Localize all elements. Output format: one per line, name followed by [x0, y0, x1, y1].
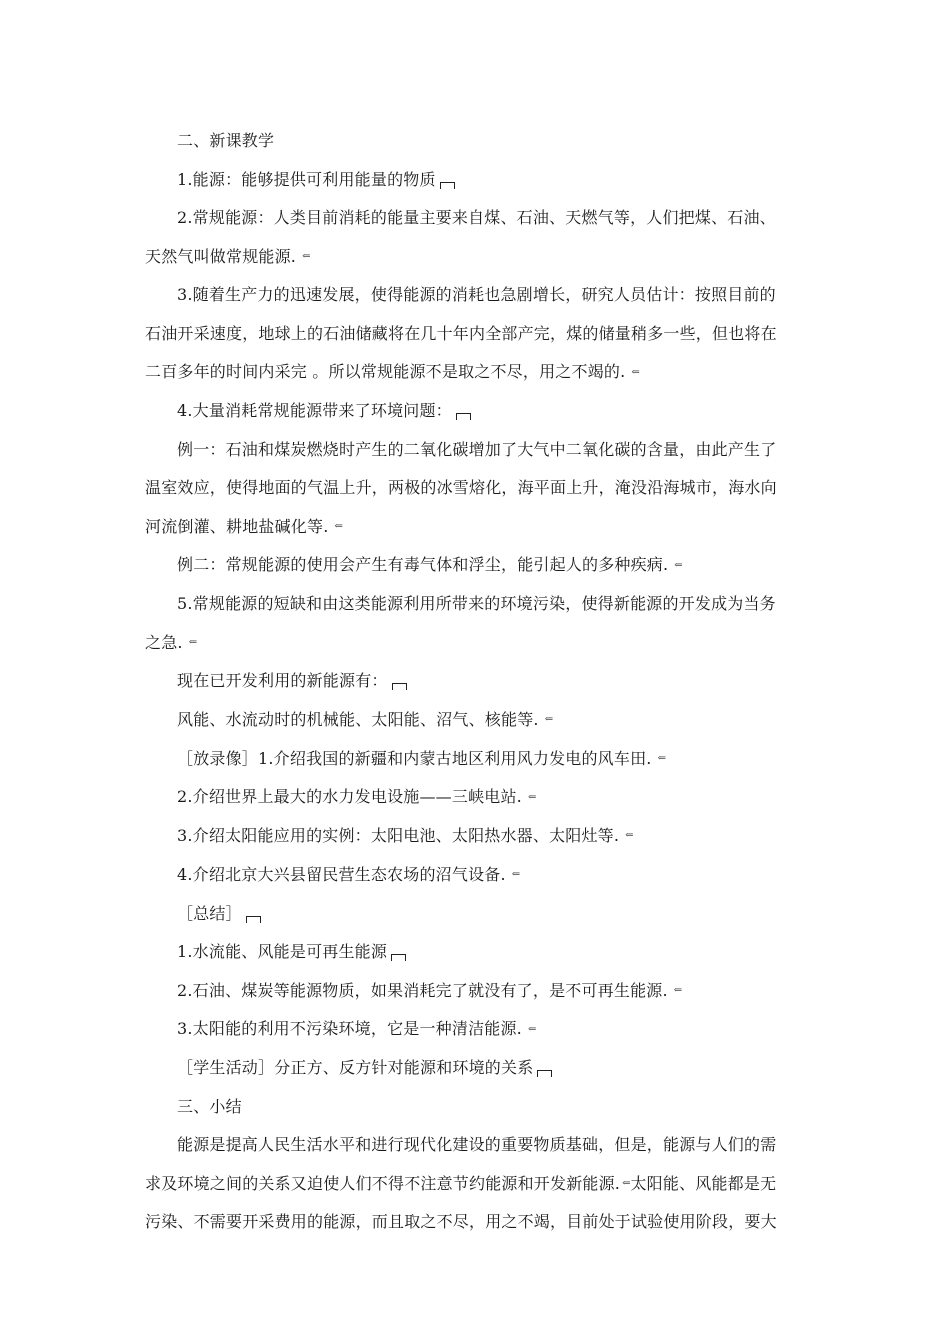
paragraph-text: 现在已开发利用的新能源有：: [177, 671, 388, 691]
line-break-icon: ⇐: [631, 366, 640, 378]
paragraph-text: 3.太阳能的利用不污染环境，它是一种清洁能源.: [177, 1019, 522, 1039]
paragraph-text: 天然气叫做常规能源.: [145, 246, 297, 266]
line-break-icon: ⇐: [544, 714, 554, 725]
paragraph-mark-icon: [440, 182, 455, 189]
example-1: [145, 431, 813, 470]
paragraph-3-end: [145, 353, 813, 392]
example-2: [145, 546, 813, 585]
paragraph-mark-icon: [392, 683, 407, 690]
heading-text: 三、小结: [177, 1096, 242, 1116]
paragraph-text: 温室效应，使得地面的气温上升，两极的冰雪熔化，海平面上升，淹没沿海城市，海水向: [145, 478, 777, 497]
student-activity: [145, 1049, 813, 1088]
paragraph-1: [145, 161, 813, 200]
paragraph-text: 石油开采速度，地球上的石油储藏将在几十年内全部产完，煤的储量稍多一些，但也将在: [145, 323, 777, 343]
paragraph-mark-icon: [537, 1070, 552, 1077]
paragraph-text: 污染、不需要开采费用的能源，而且取之不尽，用之不竭，目前处于试验使用阶段，要大: [145, 1212, 777, 1232]
line-break-icon: ⇐: [188, 636, 198, 648]
line-break-icon: ⇐: [511, 869, 521, 880]
example-1-end: [145, 508, 813, 547]
line-break-icon: ⇐: [334, 520, 343, 532]
new-energy-intro: [145, 662, 813, 701]
summary-heading: [145, 895, 813, 934]
line-break-icon: ⇐: [622, 1177, 631, 1189]
line-break-icon: ⇐: [527, 1023, 537, 1035]
paragraph-mark-icon: [456, 413, 471, 420]
paragraph-text: 5.常规能源的短缺和由这类能源利用所带来的环境污染，使得新能源的开发成为当务: [177, 594, 776, 613]
conclusion-line-2: [145, 1165, 813, 1204]
paragraph-text: ［放录像］1.介绍我国的新疆和内蒙古地区利用风力发电的风车田.: [177, 748, 652, 768]
paragraph-text: 4.介绍北京大兴县留民营生态农场的沼气设备.: [177, 864, 506, 884]
paragraph-text: 2.常规能源：人类目前消耗的能量主要来自煤、石油、天燃气等，人们把煤、石油、: [177, 208, 776, 227]
paragraph-text: ［学生活动］分正方、反方针对能源和环境的关系: [177, 1058, 534, 1077]
line-break-icon: ⇐: [673, 984, 683, 996]
paragraph-mark-icon: [246, 916, 261, 923]
paragraph-5-end: [145, 624, 813, 663]
section-heading-new-lesson: [145, 122, 813, 161]
conclusion-line-1: [145, 1126, 813, 1165]
paragraph-text: 之急.: [145, 632, 183, 652]
paragraph-2: [145, 199, 813, 238]
paragraph-2-cont: [145, 238, 813, 277]
video-item-4: [145, 856, 813, 895]
example-1-cont: [145, 469, 813, 508]
video-item-3: [145, 817, 813, 856]
paragraph-text: 例一：石油和煤炭燃烧时产生的二氧化碳增加了大气中二氧化碳的含量，由此产生了: [177, 439, 777, 459]
paragraph-text: 风能、水流动时的机械能、太阳能、沼气、核能等.: [177, 709, 539, 729]
line-break-icon: ⇐: [302, 250, 311, 262]
new-energy-list: [145, 701, 813, 740]
paragraph-text: 1.能源：能够提供可利用能量的物质: [177, 169, 436, 189]
paragraph-4: [145, 392, 813, 431]
conclusion-line-3: [145, 1203, 813, 1242]
paragraph-text: 能源是提高人民生活水平和进行现代化建设的重要物质基础，但是，能源与人们的需: [177, 1135, 777, 1154]
paragraph-text: 2.石油、煤炭等能源物质，如果消耗完了就没有了，是不可再生能源.: [177, 980, 668, 1000]
line-break-icon: ⇐: [657, 752, 666, 764]
document-body: [145, 122, 813, 1242]
paragraph-text: 3.随着生产力的迅速发展，使得能源的消耗也急剧增长，研究人员估计：按照目前的: [177, 285, 776, 305]
paragraph-text: 2.介绍世界上最大的水力发电设施——三峡电站.: [177, 787, 522, 807]
summary-item-1: [145, 933, 813, 972]
paragraph-text: 河流倒灌、耕地盐碱化等.: [145, 516, 329, 536]
section-heading-summary: [145, 1088, 813, 1127]
line-break-icon: ⇐: [674, 559, 683, 571]
heading-text: 二、新课教学: [177, 131, 275, 150]
paragraph-mark-icon: [391, 954, 406, 961]
paragraph-text: 1.水流能、风能是可再生能源: [177, 942, 388, 961]
line-break-icon: ⇐: [527, 791, 537, 803]
video-item-1: [145, 740, 813, 779]
paragraph-text: 例二：常规能源的使用会产生有毒气体和浮尘，能引起人的多种疾病.: [177, 555, 669, 575]
paragraph-text: 4.大量消耗常规能源带来了环境问题：: [177, 401, 452, 420]
paragraph-text: 3.介绍太阳能应用的实例：太阳电池、太阳热水器、太阳灶等.: [177, 826, 620, 845]
paragraph-text: 求及环境之间的关系又迫使人们不得不注意节约能源和开发新能源.: [145, 1173, 621, 1193]
paragraph-text: ［总结］: [177, 903, 242, 923]
video-item-2: [145, 778, 813, 817]
paragraph-3: [145, 276, 813, 315]
paragraph-text: 太阳能、风能都是无: [630, 1173, 777, 1193]
paragraph-3-cont: [145, 315, 813, 354]
line-break-icon: ⇐: [625, 830, 634, 842]
summary-item-3: [145, 1010, 813, 1049]
paragraph-text: 二百多年的时间内采完 。所以常规能源不是取之不尽，用之不竭的.: [145, 362, 626, 382]
summary-item-2: [145, 972, 813, 1011]
paragraph-5: [145, 585, 813, 624]
